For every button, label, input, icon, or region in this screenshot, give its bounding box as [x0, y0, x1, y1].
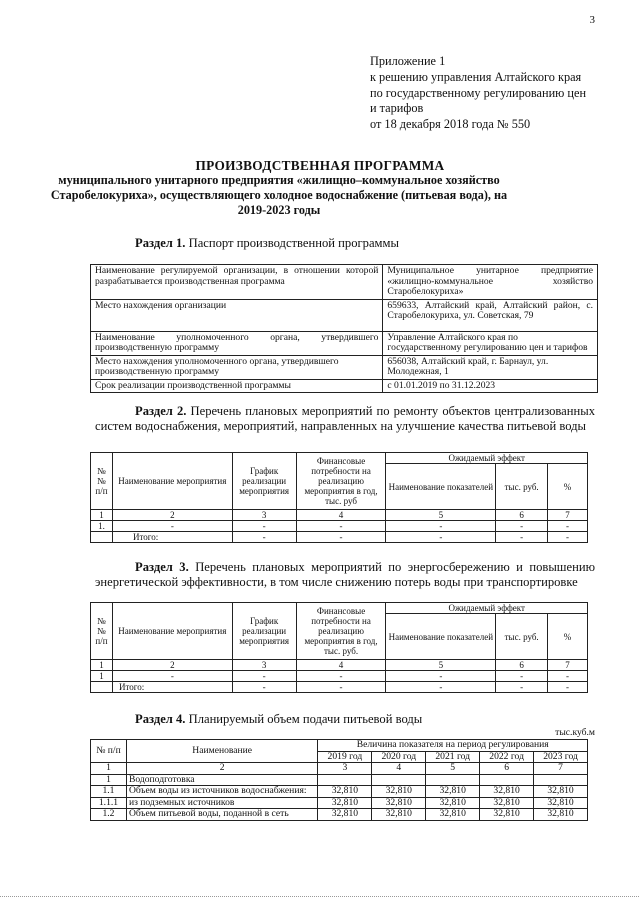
- table-cell: 32,810: [426, 786, 480, 798]
- table-row: [91, 355, 598, 379]
- table-row: [91, 786, 588, 798]
- appendix-line: по государственному регулированию цен: [370, 85, 587, 100]
- table-cell: 2: [112, 510, 232, 521]
- table-cell: 6: [496, 660, 548, 671]
- table-row: [91, 671, 588, 682]
- table-cell: 3: [318, 763, 372, 775]
- table-cell: Наименование регулируемой организации, в отношении которой разрабатывается производственная программа: [91, 265, 383, 300]
- table-row: [91, 603, 588, 614]
- table-cell: -: [232, 521, 296, 532]
- header-cell: Наименование: [126, 740, 318, 763]
- table-row: [91, 763, 588, 775]
- document-title: [30, 158, 610, 218]
- table-row: [91, 740, 588, 752]
- table-cell: 1: [91, 763, 127, 775]
- table-cell: Объем питьевой воды, поданной в сеть: [126, 809, 318, 821]
- table-cell: [426, 774, 480, 786]
- table-cell: 2: [126, 763, 318, 775]
- header-cell: 2023 год: [534, 751, 588, 763]
- table-cell: 32,810: [318, 797, 372, 809]
- header-cell: Финансовые потребности на реализацию мероприятия в год, тыс. руб: [296, 453, 386, 510]
- passport-table: [90, 264, 598, 393]
- section-text: Паспорт производственной программы: [185, 236, 399, 250]
- table-row: [91, 331, 598, 355]
- table-cell: -: [548, 532, 588, 543]
- table-cell: -: [548, 682, 588, 693]
- table-cell: 32,810: [372, 809, 426, 821]
- header-cell: %: [548, 464, 588, 510]
- table-cell: -: [232, 532, 296, 543]
- table-cell: 6: [496, 510, 548, 521]
- section2-heading: [95, 404, 595, 434]
- table-cell: Муниципальное унитарное предприятие «жилищно-коммунальное хозяйство Старобелокуриха»: [383, 265, 598, 300]
- header-cell: № п/п: [91, 740, 127, 763]
- header-cell: График реализации мероприятия: [232, 603, 296, 660]
- section4-heading: [135, 712, 422, 727]
- table-cell: 1.1: [91, 786, 127, 798]
- appendix-line: от 18 декабря 2018 года № 550: [370, 117, 531, 132]
- header-cell: Наименование мероприятия: [112, 603, 232, 660]
- table-cell: -: [232, 682, 296, 693]
- table-cell: 6: [480, 763, 534, 775]
- table-row: [91, 797, 588, 809]
- appendix-block: [370, 54, 610, 133]
- table-cell: 32,810: [480, 809, 534, 821]
- table-row: [91, 299, 598, 331]
- table-cell: -: [296, 521, 386, 532]
- title-sub: Старобелокуриха», осуществляющего холодное водоснабжение (питьевая вода), на: [50, 188, 508, 202]
- table-cell: 32,810: [534, 809, 588, 821]
- section-label: Раздел 4.: [135, 712, 186, 726]
- table-cell: с 01.01.2019 по 31.12.2023: [383, 379, 598, 393]
- table-row: [91, 510, 588, 521]
- table-cell: 7: [548, 660, 588, 671]
- table-row: [91, 532, 588, 543]
- table-cell: 656038, Алтайский край, г. Барнаул, ул. Молодежная, 1: [383, 355, 598, 379]
- table-cell: -: [386, 521, 496, 532]
- page-footer-rule: [0, 896, 639, 900]
- table-cell: 5: [386, 510, 496, 521]
- header-cell: Ожидаемый эффект: [386, 453, 588, 464]
- header-cell: 2022 год: [480, 751, 534, 763]
- table-cell: 1: [91, 510, 113, 521]
- table-cell: [318, 774, 372, 786]
- table-cell: 659633, Алтайский край, Алтайский район, с. Старобелокуриха, ул. Советская, 79: [383, 299, 598, 331]
- table-cell: [534, 774, 588, 786]
- table-cell: Объем воды из источников водоснабжения:: [126, 786, 318, 798]
- table-cell: 32,810: [480, 786, 534, 798]
- table-cell: -: [496, 521, 548, 532]
- section-text: Перечень плановых мероприятий по энергосбережению и повышению энергетической эффективности, в том числе снижению потерь воды при транспортировке: [95, 560, 595, 589]
- table-cell: -: [496, 682, 548, 693]
- section-label: Раздел 2.: [135, 404, 187, 418]
- water-volume-table: [90, 739, 588, 821]
- table-cell: 7: [534, 763, 588, 775]
- header-cell: тыс. руб.: [496, 614, 548, 660]
- table-cell: -: [386, 671, 496, 682]
- section-text: Планируемый объем подачи питьевой воды: [185, 712, 423, 726]
- table-row: [91, 521, 588, 532]
- table-cell: Место нахождения организации: [91, 299, 383, 331]
- appendix-line: Приложение 1: [370, 54, 446, 68]
- table-cell: 1.: [91, 521, 113, 532]
- table-cell: 4: [296, 510, 386, 521]
- unit-label: тыс.куб.м: [555, 727, 595, 738]
- table-cell: 4: [372, 763, 426, 775]
- header-cell: №№ п/п: [91, 603, 113, 660]
- table-cell: [480, 774, 534, 786]
- total-label: Итого:: [112, 682, 232, 693]
- table-row: [91, 265, 598, 300]
- table-cell: -: [296, 682, 386, 693]
- table-cell: 1.1.1: [91, 797, 127, 809]
- table-cell: 1: [91, 660, 113, 671]
- title-main: ПРОИЗВОДСТВЕННАЯ ПРОГРАММА: [195, 158, 445, 173]
- table-cell: 32,810: [318, 786, 372, 798]
- table-cell: -: [112, 671, 232, 682]
- table-cell: 2: [112, 660, 232, 671]
- header-cell: 2021 год: [426, 751, 480, 763]
- table-row: [91, 453, 588, 464]
- table-cell: -: [386, 682, 496, 693]
- section-label: Раздел 1.: [135, 236, 186, 250]
- header-cell: №№ п/п: [91, 453, 113, 510]
- table-cell: 32,810: [318, 809, 372, 821]
- table-cell: -: [112, 521, 232, 532]
- table-cell: 4: [296, 660, 386, 671]
- table-cell: -: [548, 671, 588, 682]
- repair-measures-table: [90, 452, 588, 543]
- table-cell: 1.2: [91, 809, 127, 821]
- table-cell: 32,810: [480, 797, 534, 809]
- header-cell: График реализации мероприятия: [232, 453, 296, 510]
- table-cell: 7: [548, 510, 588, 521]
- table-cell: 32,810: [426, 797, 480, 809]
- header-cell: %: [548, 614, 588, 660]
- table-cell: Водоподготовка: [126, 774, 318, 786]
- table-cell: 3: [232, 660, 296, 671]
- table-cell: -: [496, 532, 548, 543]
- table-cell: 5: [386, 660, 496, 671]
- page-number: 3: [589, 14, 595, 26]
- section1-heading: [135, 236, 399, 251]
- header-cell: Финансовые потребности на реализацию мероприятия в год, тыс. руб.: [296, 603, 386, 660]
- table-cell: [91, 532, 113, 543]
- header-cell: 2019 год: [318, 751, 372, 763]
- total-label: Итого:: [112, 532, 232, 543]
- table-cell: [91, 682, 113, 693]
- table-row: [91, 379, 598, 393]
- table-cell: Управление Алтайского края по государственному регулированию цен и тарифов: [383, 331, 598, 355]
- table-cell: 32,810: [372, 797, 426, 809]
- table-row: [91, 774, 588, 786]
- section-text: Перечень плановых мероприятий по ремонту объектов централизованных систем водоснабжения, мероприятий, направленных на улучшение качества питьевой воды: [95, 404, 595, 433]
- table-cell: 3: [232, 510, 296, 521]
- header-cell: тыс. руб.: [496, 464, 548, 510]
- table-cell: 1: [91, 774, 127, 786]
- table-cell: -: [232, 671, 296, 682]
- table-cell: 32,810: [534, 786, 588, 798]
- energy-measures-table: [90, 602, 588, 693]
- table-cell: 1: [91, 671, 113, 682]
- table-cell: 32,810: [372, 786, 426, 798]
- table-row: [91, 682, 588, 693]
- table-cell: -: [548, 521, 588, 532]
- table-cell: 32,810: [426, 809, 480, 821]
- appendix-line: и тарифов: [370, 101, 424, 116]
- table-row: [91, 660, 588, 671]
- table-cell: Место нахождения уполномоченного органа, утвердившего производственную программу: [91, 355, 383, 379]
- title-sub: 2019-2023 годы: [237, 203, 321, 217]
- header-cell: Наименование показателей: [386, 614, 496, 660]
- header-cell: Величина показателя на период регулирования: [318, 740, 588, 752]
- table-cell: 5: [426, 763, 480, 775]
- table-cell: -: [386, 532, 496, 543]
- table-cell: из подземных источников: [126, 797, 318, 809]
- table-cell: Наименование уполномоченного органа, утвердившего производственную программу: [91, 331, 383, 355]
- section3-heading: [95, 560, 595, 590]
- section-label: Раздел 3.: [135, 560, 189, 574]
- table-cell: -: [296, 671, 386, 682]
- appendix-line: к решению управления Алтайского края: [370, 69, 582, 84]
- table-cell: -: [296, 532, 386, 543]
- table-cell: 32,810: [534, 797, 588, 809]
- table-cell: -: [496, 671, 548, 682]
- header-cell: Ожидаемый эффект: [386, 603, 588, 614]
- title-sub: муниципального унитарного предприятия «жилищно–коммунальное хозяйство: [58, 173, 500, 187]
- header-cell: 2020 год: [372, 751, 426, 763]
- header-cell: Наименование показателей: [386, 464, 496, 510]
- table-row: [91, 809, 588, 821]
- header-cell: Наименование мероприятия: [112, 453, 232, 510]
- table-cell: [372, 774, 426, 786]
- table-cell: Срок реализации производственной программы: [91, 379, 383, 393]
